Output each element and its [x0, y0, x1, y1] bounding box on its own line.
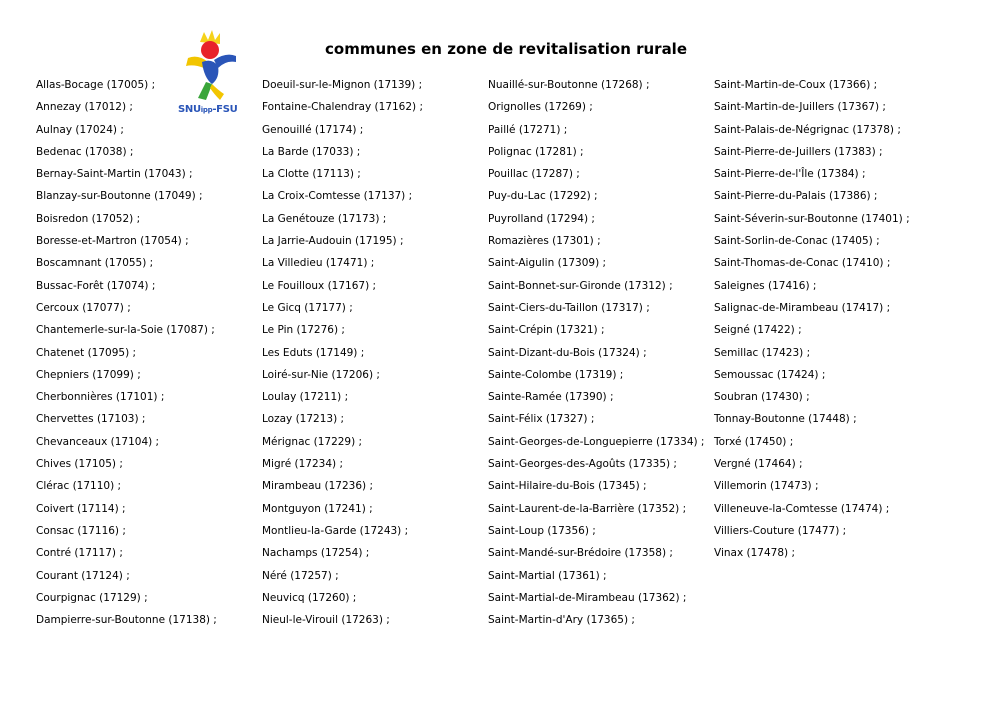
- logo-text-small: ipp: [200, 106, 213, 114]
- commune-item: Puy-du-Lac (17292) ;: [488, 190, 598, 203]
- commune-item: Puyrolland (17294) ;: [488, 212, 595, 225]
- commune-item: Bussac-Forêt (17074) ;: [36, 279, 156, 292]
- commune-item: Villeneuve-la-Comtesse (17474) ;: [714, 502, 890, 515]
- commune-item: Migré (17234) ;: [262, 458, 343, 471]
- commune-item: Coivert (17114) ;: [36, 502, 126, 515]
- commune-item: Seigné (17422) ;: [714, 324, 802, 337]
- commune-item: Polignac (17281) ;: [488, 145, 584, 158]
- commune-item: Saint-Félix (17327) ;: [488, 413, 595, 426]
- commune-item: Cercoux (17077) ;: [36, 301, 131, 314]
- commune-column-4: [714, 78, 910, 569]
- commune-item: Tonnay-Boutonne (17448) ;: [714, 413, 857, 426]
- commune-item: La Jarrie-Audouin (17195) ;: [262, 235, 404, 248]
- commune-item: Saint-Crépin (17321) ;: [488, 324, 605, 337]
- commune-item: Saint-Georges-des-Agoûts (17335) ;: [488, 458, 677, 471]
- commune-item: Orignolles (17269) ;: [488, 101, 593, 114]
- commune-item: Saint-Martin-d'Ary (17365) ;: [488, 614, 635, 627]
- commune-item: Nuaillé-sur-Boutonne (17268) ;: [488, 79, 650, 91]
- commune-item: Clérac (17110) ;: [36, 480, 122, 493]
- commune-item: Lozay (17213) ;: [262, 413, 345, 426]
- commune-item: Semillac (17423) ;: [714, 346, 811, 359]
- commune-item: Neuvicq (17260) ;: [262, 591, 357, 604]
- commune-item: Le Fouilloux (17167) ;: [262, 279, 377, 292]
- commune-item: Mirambeau (17236) ;: [262, 480, 373, 493]
- commune-item: Saint-Martin-de-Coux (17366) ;: [714, 79, 878, 91]
- commune-item: Saint-Georges-de-Longuepierre (17334) ;: [488, 435, 705, 448]
- commune-item: Sainte-Colombe (17319) ;: [488, 368, 624, 381]
- commune-item: Courpignac (17129) ;: [36, 591, 148, 604]
- commune-item: Pouillac (17287) ;: [488, 168, 580, 181]
- commune-item: Mérignac (17229) ;: [262, 435, 363, 448]
- commune-column-1: [36, 78, 217, 635]
- commune-item: La Barde (17033) ;: [262, 145, 361, 158]
- commune-item: Chives (17105) ;: [36, 458, 123, 471]
- commune-item: Saint-Ciers-du-Taillon (17317) ;: [488, 301, 650, 314]
- commune-item: Saint-Palais-de-Négrignac (17378) ;: [714, 123, 901, 136]
- commune-item: Paillé (17271) ;: [488, 123, 568, 136]
- commune-item: Fontaine-Chalendray (17162) ;: [262, 101, 424, 114]
- commune-item: Semoussac (17424) ;: [714, 368, 826, 381]
- commune-item: Boisredon (17052) ;: [36, 212, 141, 225]
- commune-item: Vinax (17478) ;: [714, 547, 795, 560]
- commune-item: Romazières (17301) ;: [488, 235, 601, 248]
- commune-item: Salignac-de-Mirambeau (17417) ;: [714, 301, 891, 314]
- commune-item: Soubran (17430) ;: [714, 391, 810, 404]
- commune-item: Nachamps (17254) ;: [262, 547, 370, 560]
- commune-item: Consac (17116) ;: [36, 524, 126, 537]
- commune-item: Montguyon (17241) ;: [262, 502, 373, 515]
- logo-text-main: SNU: [178, 104, 201, 115]
- commune-item: Saint-Martin-de-Juillers (17367) ;: [714, 101, 886, 114]
- commune-item: Le Pin (17276) ;: [262, 324, 345, 337]
- commune-item: Villemorin (17473) ;: [714, 480, 819, 493]
- commune-item: Saint-Dizant-du-Bois (17324) ;: [488, 346, 647, 359]
- commune-item: Saint-Pierre-de-Juillers (17383) ;: [714, 145, 883, 158]
- commune-item: Bernay-Saint-Martin (17043) ;: [36, 168, 193, 181]
- commune-item: Allas-Bocage (17005) ;: [36, 79, 156, 91]
- page-title: communes en zone de revitalisation rurale: [325, 40, 687, 58]
- logo-text-end: -FSU: [212, 104, 238, 115]
- commune-item: Loulay (17211) ;: [262, 391, 349, 404]
- commune-item: Chervettes (17103) ;: [36, 413, 146, 426]
- commune-item: Saint-Martial-de-Mirambeau (17362) ;: [488, 591, 687, 604]
- commune-item: Saint-Thomas-de-Conac (17410) ;: [714, 257, 891, 270]
- commune-item: Doeuil-sur-le-Mignon (17139) ;: [262, 79, 423, 91]
- commune-item: Boresse-et-Martron (17054) ;: [36, 235, 189, 248]
- commune-item: Chantemerle-sur-la-Soie (17087) ;: [36, 324, 215, 337]
- commune-item: Saint-Mandé-sur-Brédoire (17358) ;: [488, 547, 673, 560]
- commune-item: Montlieu-la-Garde (17243) ;: [262, 524, 409, 537]
- commune-column-3: [488, 78, 704, 635]
- commune-item: Chatenet (17095) ;: [36, 346, 137, 359]
- commune-item: Chepniers (17099) ;: [36, 368, 141, 381]
- commune-item: Dampierre-sur-Boutonne (17138) ;: [36, 614, 217, 627]
- commune-item: Saint-Hilaire-du-Bois (17345) ;: [488, 480, 647, 493]
- commune-item: Chevanceaux (17104) ;: [36, 435, 160, 448]
- commune-item: Villiers-Couture (17477) ;: [714, 524, 847, 537]
- commune-item: Saint-Séverin-sur-Boutonne (17401) ;: [714, 212, 910, 225]
- commune-item: Boscamnant (17055) ;: [36, 257, 154, 270]
- commune-item: La Croix-Comtesse (17137) ;: [262, 190, 413, 203]
- commune-item: La Villedieu (17471) ;: [262, 257, 375, 270]
- commune-item: Saint-Pierre-de-l'Île (17384) ;: [714, 168, 866, 181]
- commune-item: Sainte-Ramée (17390) ;: [488, 391, 614, 404]
- commune-item: Saint-Loup (17356) ;: [488, 524, 596, 537]
- commune-item: Contré (17117) ;: [36, 547, 123, 560]
- commune-item: Saint-Sorlin-de-Conac (17405) ;: [714, 235, 880, 248]
- commune-item: Blanzay-sur-Boutonne (17049) ;: [36, 190, 203, 203]
- commune-item: Saleignes (17416) ;: [714, 279, 817, 292]
- commune-item: Courant (17124) ;: [36, 569, 130, 582]
- commune-item: Torxé (17450) ;: [714, 435, 794, 448]
- commune-item: Bedenac (17038) ;: [36, 145, 134, 158]
- commune-item: Nieul-le-Virouil (17263) ;: [262, 614, 390, 627]
- commune-item: Saint-Aigulin (17309) ;: [488, 257, 607, 270]
- commune-item: La Clotte (17113) ;: [262, 168, 361, 181]
- commune-item: Genouillé (17174) ;: [262, 123, 364, 136]
- commune-item: Aulnay (17024) ;: [36, 123, 124, 136]
- commune-item: Vergné (17464) ;: [714, 458, 803, 471]
- commune-item: Les Eduts (17149) ;: [262, 346, 365, 359]
- commune-column-2: [262, 78, 423, 635]
- commune-item: Le Gicq (17177) ;: [262, 301, 353, 314]
- commune-item: Loiré-sur-Nie (17206) ;: [262, 368, 380, 381]
- commune-item: Saint-Bonnet-sur-Gironde (17312) ;: [488, 279, 673, 292]
- commune-item: Annezay (17012) ;: [36, 101, 133, 114]
- commune-item: Saint-Pierre-du-Palais (17386) ;: [714, 190, 878, 203]
- commune-item: La Genétouze (17173) ;: [262, 212, 387, 225]
- commune-item: Saint-Martial (17361) ;: [488, 569, 607, 582]
- commune-item: Néré (17257) ;: [262, 569, 339, 582]
- commune-item: Saint-Laurent-de-la-Barrière (17352) ;: [488, 502, 687, 515]
- commune-item: Cherbonnières (17101) ;: [36, 391, 165, 404]
